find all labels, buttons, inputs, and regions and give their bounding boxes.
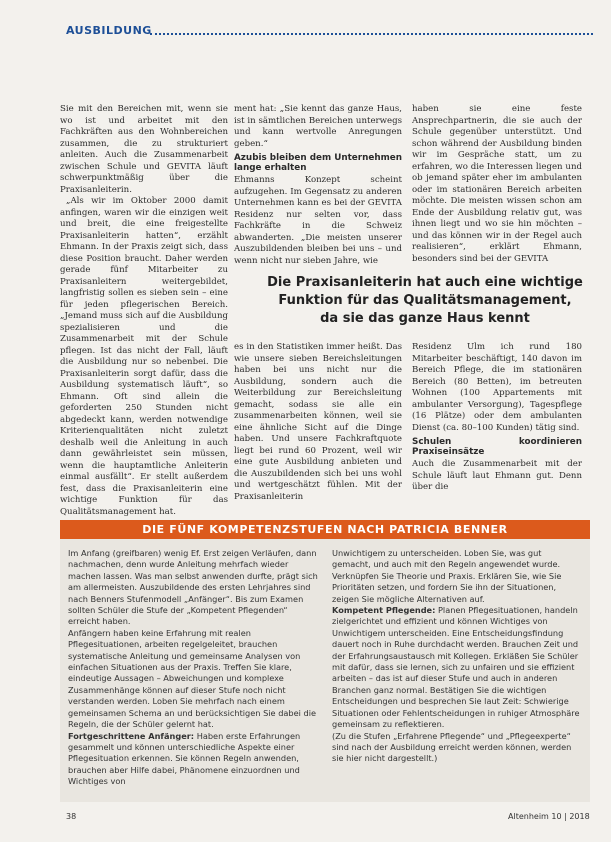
paragraph: „Als wir im Oktober 2000 damit anfingen, waren wir die einzigen weit und breit, die eine freigestellte Praxisanleiterin hatten“, erzählt Ehmann. In der Praxis zeigt sich, dass diese Position braucht. Daher werden gerade fünf Mitarbeiter zu Praxisanleitern weitergebildet, langfristig sollen es sieben sein – eine für jeden pflegerischen Bereich. „Jemand muss sich auf die Ausbildung spezialisieren und die Zusammenarbeit mit der Schule pflegen. Ist das nicht der Fall, läuft die Ausbildung nur so nebenbei. Die Praxisanleiterin sorgt dafür, dass die Ausbildung systematisch läuft“, so Ehmann. Oft sind allein die geforderten 250 Stunden nicht abgedeckt kann, werden notwendige Kriterienqualitäten nicht zuletzt deshalb weil die Anleitung in auch dann gewährleistet sein müssen, wenn die hauptamtliche Anleiterin einmal ausfällt“. Er stellt außerdem fest, dass die Praxisanleiterin eine wichtige Funktion für das Qualitätsmanagement hat. <box>60 196 228 517</box>
subheading: Schulen koordinieren Praxiseinsätze <box>412 437 582 457</box>
paragraph: Anfängern haben keine Erfahrung mit realen Pflegesituationen, arbeiten regelgeleitet, brauchen systematische Anleitung und gemeinsame Analysen von einfachen Situationen aus der Praxis. Treffen Sie klare, eindeutige Aussagen – Abweichungen und komplexe Zusammenhänge können auf dieser Stufe noch nicht verstanden werden. Loben Sie mehrfach nach einem gemeinsamen Schema an und berücksichtigen Sie dabei die Regeln, die der Schüler gelernt hat. <box>68 627 317 730</box>
subheading: Azubis bleiben dem Unternehmen lange erhalten <box>234 153 402 173</box>
pull-quote-line: Funktion für das Qualitätsmanagement, <box>278 293 572 308</box>
paragraph: (Zu die Stufen „Erfahrene Pflegende“ und „Pflegeexperte“ sind nach der Ausbildung erreicht werden können, werden sie hier nicht dargestellt.) <box>332 730 572 764</box>
text-column-1 <box>60 104 228 517</box>
paragraph: es in den Statistiken immer heißt. Das wie unsere sieben Bereichsleitungen haben bei uns nicht nur die Ausbildung, sondern auch die Weiterbildung zur Bereichsleitung gemacht, sodass sie alle ein zusammenarbeiten können, weil sie eine ähnliche Sicht auf die Dinge haben. Und unsere Fachkraftquote liegt bei rund 60 Prozent, weil wir eine gute Ausbildung anbieten und die Auszubildenden sich bei uns wohl und wertgeschätzt fühlen. Mit der Praxisanleiterin <box>234 342 402 502</box>
text-column-2 <box>234 104 402 266</box>
pull-quote-line: da sie das ganze Haus kennt <box>320 311 530 326</box>
paragraph: Unwichtigem zu unterscheiden. Loben Sie, was gut gemacht, und auch mit den Regeln angewendet wurde. Verknüpfen Sie Theorie und Praxis. Erklären Sie, wie Sie Prioritäten setzen, und fordern Sie ihn der Situationen, zeigen Sie mögliche Alternativen auf. <box>332 548 562 604</box>
term-text: Planen Pflegesituationen, handeln zielgerichtet und effizient und können Wichtiges von Unwichtigem unterscheiden. Eine Entscheidungsfindung dauert noch in Ruhe durchdacht werden. Brauchen Zeit und der Erfahrungsaustausch mit Kollegen. Erkläßen Sie Schüler mit dafür, dass sie lernen, sich zu unfairen und sie effizient arbeiten – das ist auf dieser Stufe und auch in anderen Branchen ganz normal. Bestätigen Sie die wichtigen Entscheidungen und besprechen Sie laut Zeit: Schwierige Situationen oder Fehlentscheidungen in ruhiger Atmosphäre gemeinsam zu reflektieren. <box>332 605 580 730</box>
paragraph: Sie mit den Bereichen mit, wenn sie wo ist und arbeitet mit den Fachkräften aus den Wohnbereichen zusammen, die zu strukturiert anleiten. Auch die Zusammenarbeit zwischen Schule und GEVITA läuft schwerpunktmäßig über die Praxisanleiterin. <box>60 104 228 195</box>
text-column-3b <box>412 342 582 490</box>
term-text: Haben erste Erfahrungen gesammelt und können unterschiedliche Aspekte einer Pflegesituation erkennen. Sie können Regeln anwenden, brauchen aber Hilfe dabei, Phänomene einzuordnen und Wichtiges von <box>68 730 301 787</box>
paragraph <box>68 731 318 788</box>
info-box <box>60 520 590 802</box>
info-box-column-left <box>68 548 318 798</box>
section-header <box>0 22 611 42</box>
text-column-3 <box>412 104 582 264</box>
magazine-issue: Altenheim 10 | 2018 <box>508 812 590 821</box>
paragraph: Ehmanns Konzept scheint aufzugehen. Im Gegensatz zu anderen Unternehmen kann es bei der GEVITA Residenz nur selten vor, dass Fachkräfte in die Schweiz abwanderten. „Die meisten unserer Auszubildenden bleiben bei uns – und wenn nicht nur sieben Jahre, wie <box>234 175 402 266</box>
pull-quote-line: Die Praxisanleiterin hat auch eine wichtige <box>267 275 583 290</box>
section-label: AUSBILDUNG <box>66 24 152 37</box>
paragraph: Auch die Zusammenarbeit mit der Schule läuft laut Ehmann gut. Denn über die <box>412 459 582 492</box>
page-number: 38 <box>66 812 77 821</box>
term-label: Fortgeschrittene Anfänger: <box>68 730 195 741</box>
paragraph: Residenz Ulm ich rund 180 Mitarbeiter beschäftigt, 140 davon im Bereich Pflege, die im stationären Bereich (80 Betten), im betreuten Wohnen (100 Appartements mit ambulanter Versorgung), Tagespflege (16 Plätze) oder dem ambulanten Dienst (ca. 80–100 Kunden) tätig sind. <box>412 342 582 433</box>
info-box-title-bar <box>60 520 590 539</box>
info-box-column-right <box>332 548 582 798</box>
paragraph <box>332 605 582 730</box>
term-label: Kompetent Pflegende: <box>332 605 436 616</box>
header-rule <box>150 33 593 35</box>
info-box-title: DIE FÜNF KOMPETENZSTUFEN NACH PATRICIA BENNER <box>142 523 508 536</box>
paragraph: haben sie eine feste Ansprechpartnerin, die sie auch der Schule gegenüber unterstützt. Und schon während der Ausbildung binden wir im Gespräche statt, um zu erfahren, wo die Interessen liegen und ob jemand später eher im ambulanten oder im stationären Bereich arbeiten möchte. Die meisten wissen schon am Ende der Ausbildung relativ gut, was ihnen liegt und wo sie hin möchten – und das können wir in der Regel auch realisieren“, erklärt Ehmann, besonders sind bei der GEVITA <box>412 104 582 264</box>
paragraph: ment hat: „Sie kennt das ganze Haus, ist in sämtlichen Bereichen unterwegs und kann wertvolle Anregungen geben.“ <box>234 104 402 149</box>
text-column-2b <box>234 342 402 502</box>
paragraph: Im Anfang (greifbaren) wenig Ef. Erst zeigen Verläufen, dann nachmachen, denn wurde Anleitung mehrfach wieder machen lassen. Was man selbst anwenden durfte, prägt sich am allermeisten. Auszubildende des ersten Lehrjahres sind nach Benners Stufenmodell „Anfänger“. Bis zum Examen sollten Schüler die Stufe der „Kompetent Pflegenden“ erreicht haben. <box>68 548 318 627</box>
pull-quote <box>250 274 600 328</box>
